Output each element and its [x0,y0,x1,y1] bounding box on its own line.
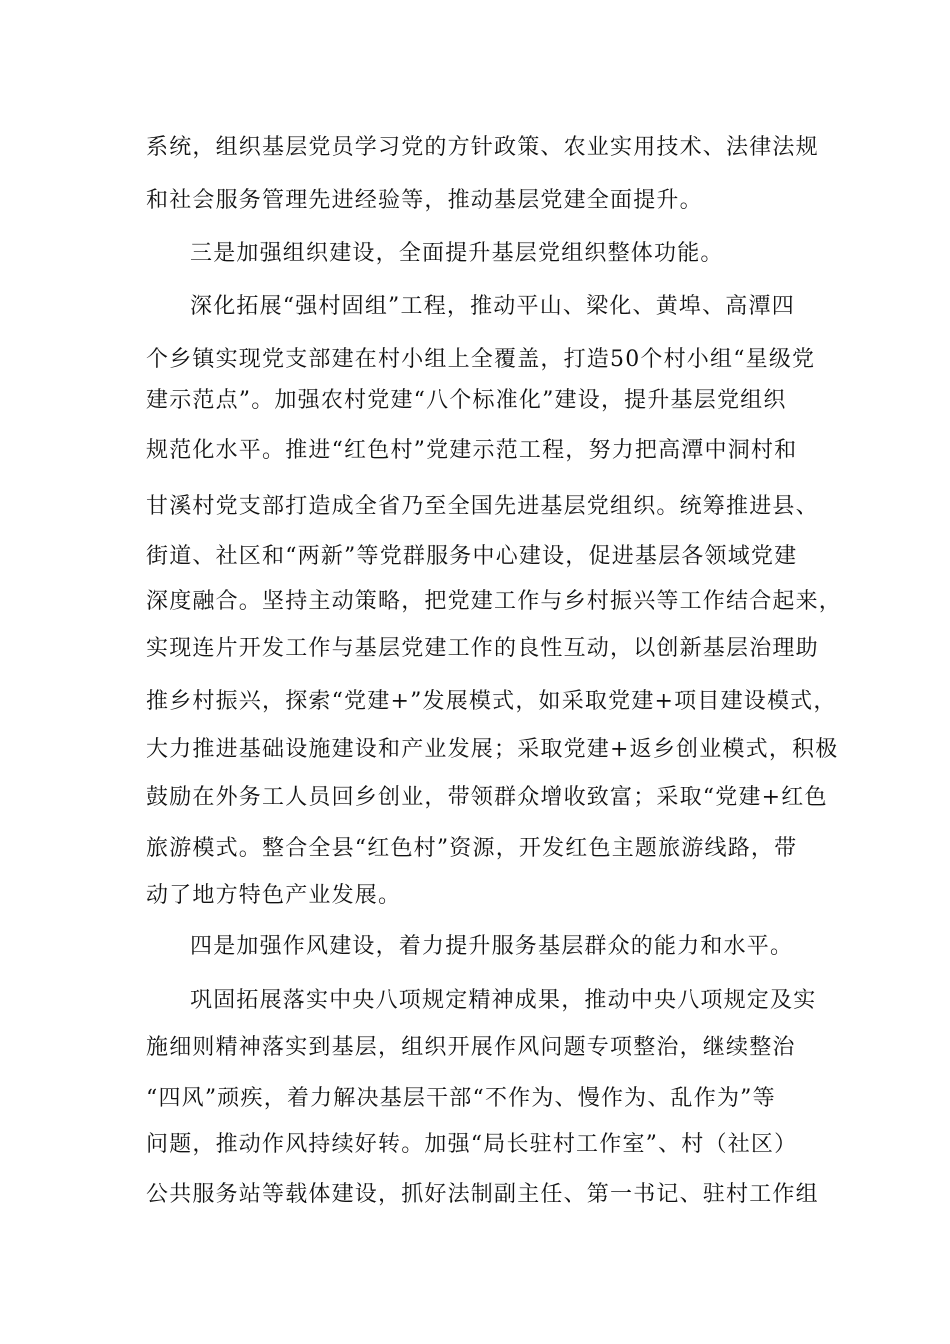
text-line-1: 系统，组织基层党员学习党的方针政策、农业实用技术、法律法规 [146,135,819,160]
text-line-9: 街道、社区和“两新”等党群服务中心建设，促进基层各领域党建 [146,544,798,569]
text-line-18: 巩固拓展落实中央八项规定精神成果，推动中央八项规定及实 [190,988,817,1013]
section-heading-17: 四是加强作风建设，着力提升服务基层群众的能力和水平。 [190,934,794,959]
text-line-16: 动了地方特色产业发展。 [146,883,402,908]
text-line-21: 问题，推动作风持续好转。加强“局长驻村工作室”、村（社区） [146,1132,798,1157]
text-line-5: 个乡镇实现党支部建在村小组上全覆盖，打造50个村小组“星级党 [146,347,816,372]
text-line-13: 大力推进基础设施建设和产业发展；采取党建+返乡创业模式，积极 [146,737,839,762]
section-heading-3: 三是加强组织建设，全面提升基层党组织整体功能。 [190,241,724,266]
text-line-7: 规范化水平。推进“红色村”党建示范工程，努力把高潭中洞村和 [146,438,798,463]
text-line-4: 深化拓展“强村固组”工程，推动平山、梁化、黄埠、高潭四 [190,294,795,319]
text-line-14: 鼓励在外务工人员回乡创业，带领群众增收致富；采取“党建+红色 [146,785,828,810]
text-line-6: 建示范点”。加强农村党建“八个标准化”建设，提升基层党组织 [146,388,787,413]
text-line-20: “四风”顽疾，着力解决基层干部“不作为、慢作为、乱作为”等 [146,1086,776,1111]
text-line-19: 施细则精神落实到基层，组织开展作风问题专项整治，继续整治 [146,1035,796,1060]
text-line-12: 推乡村振兴，探索“党建+”发展模式，如采取党建+项目建设模式， [146,689,837,714]
text-line-10: 深度融合。坚持主动策略，把党建工作与乡村振兴等工作结合起来， [146,589,843,614]
text-line-15: 旅游模式。整合全县“红色村”资源，开发红色主题旅游线路，带 [146,836,798,861]
text-line-22: 公共服务站等载体建设，抓好法制副主任、第一书记、驻村工作组 [146,1182,819,1207]
text-line-8: 甘溪村党支部打造成全省乃至全国先进基层党组织。统筹推进县、 [146,494,819,519]
text-line-2: 和社会服务管理先进经验等，推动基层党建全面提升。 [146,188,703,213]
text-line-11: 实现连片开发工作与基层党建工作的良性互动，以创新基层治理助 [146,636,819,661]
